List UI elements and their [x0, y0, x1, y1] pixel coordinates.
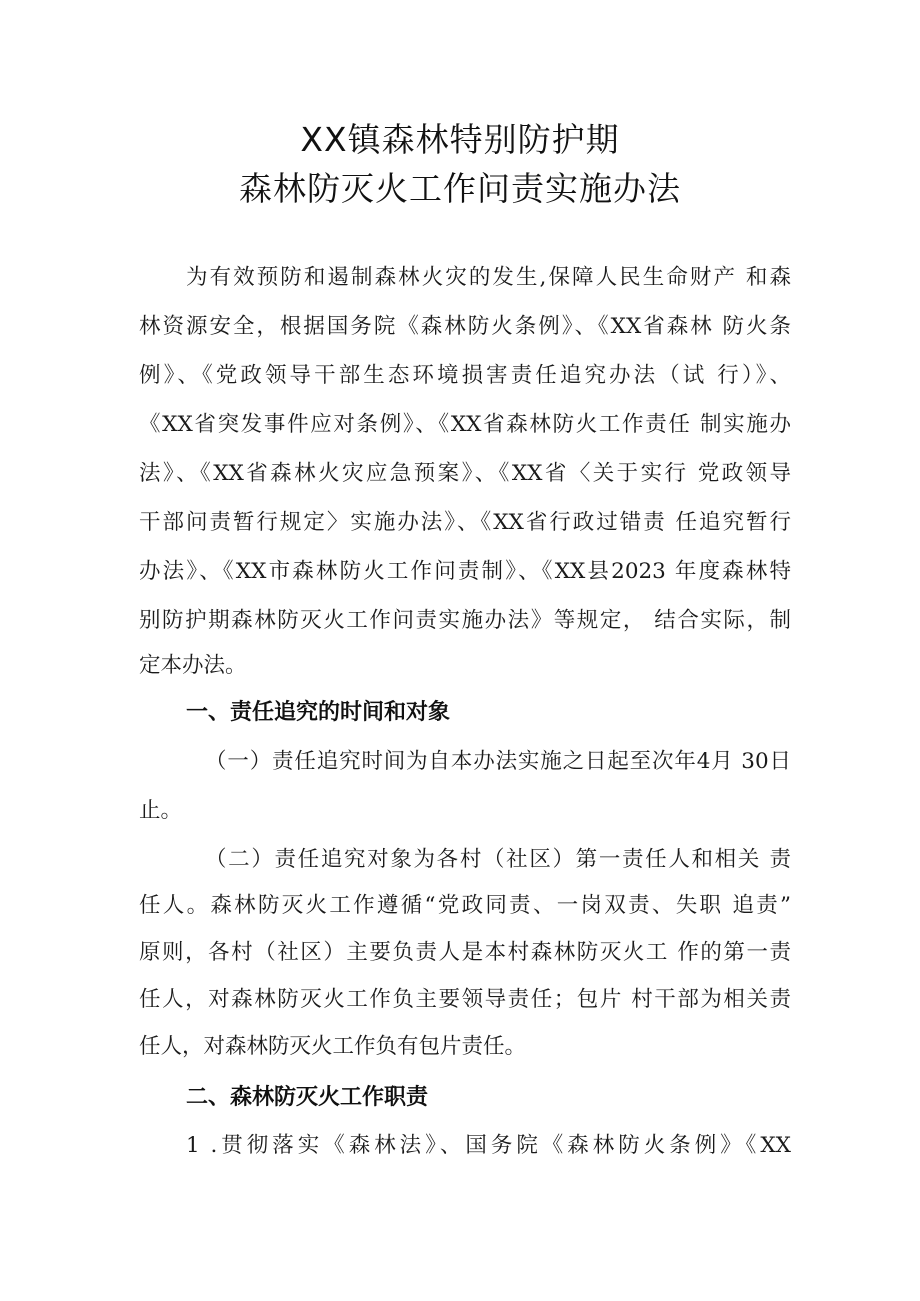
item-line: 止。: [139, 798, 183, 823]
intro-line: 法》、《XX省森林火灾应急预案》、《XX省〈关于实行 党政领导: [139, 461, 791, 486]
intro-line: 别防护期森林防灭火工作问责实施办法》等规定， 结合实际，制: [139, 608, 791, 633]
item-line: 原则，各村（社区）主要负责人是本村森林防灭火工 作的第一责: [139, 940, 791, 965]
intro-line: 定本办法。: [139, 653, 247, 678]
document-title-line-1: XX镇森林特别防护期: [300, 120, 620, 159]
item-line: （一）责任追究时间为自本办法实施之日起至次年4月 30日: [205, 749, 791, 774]
section-2-item-1-line: 1 .贯彻落实《森林法》、国务院《森林防火条例》《XX: [186, 1133, 791, 1158]
intro-line: 《XX省突发事件应对条例》、《XX省森林防火工作责任 制实施办: [139, 412, 791, 437]
intro-line: 林资源安全，根据国务院《森林防火条例》、《XX省森林 防火条: [139, 314, 791, 339]
item-line: 任人。森林防灭火工作遵循“党政同责、一岗双责、失职 追责”: [139, 893, 791, 918]
intro-line: 为有效预防和遏制森林火灾的发生,保障人民生命财产 和森: [186, 265, 791, 290]
item-line: 任人，对森林防灭火工作负主要领导责任；包片 村干部为相关责: [139, 987, 791, 1012]
intro-line: 例》、《党政领导干部生态环境损害责任追究办法（试 行）》、: [139, 363, 791, 388]
intro-line: 干部问责暂行规定〉实施办法》、《XX省行政过错责 任追究暂行: [139, 510, 791, 535]
item-line: 任人，对森林防灭火工作负有包片责任。: [139, 1034, 527, 1059]
section-2-heading: 二、森林防灭火工作职责: [186, 1085, 429, 1110]
document-title-line-2: 森林防灭火工作问责实施办法: [239, 169, 681, 208]
section-1-heading: 一、责任追究的时间和对象: [186, 700, 451, 725]
intro-line: 办法》、《XX市森林防火工作问责制》、《XX县2023 年度森林特: [139, 559, 791, 584]
item-line: （二）责任追究对象为各村（社区）第一责任人和相关 责: [205, 847, 791, 872]
